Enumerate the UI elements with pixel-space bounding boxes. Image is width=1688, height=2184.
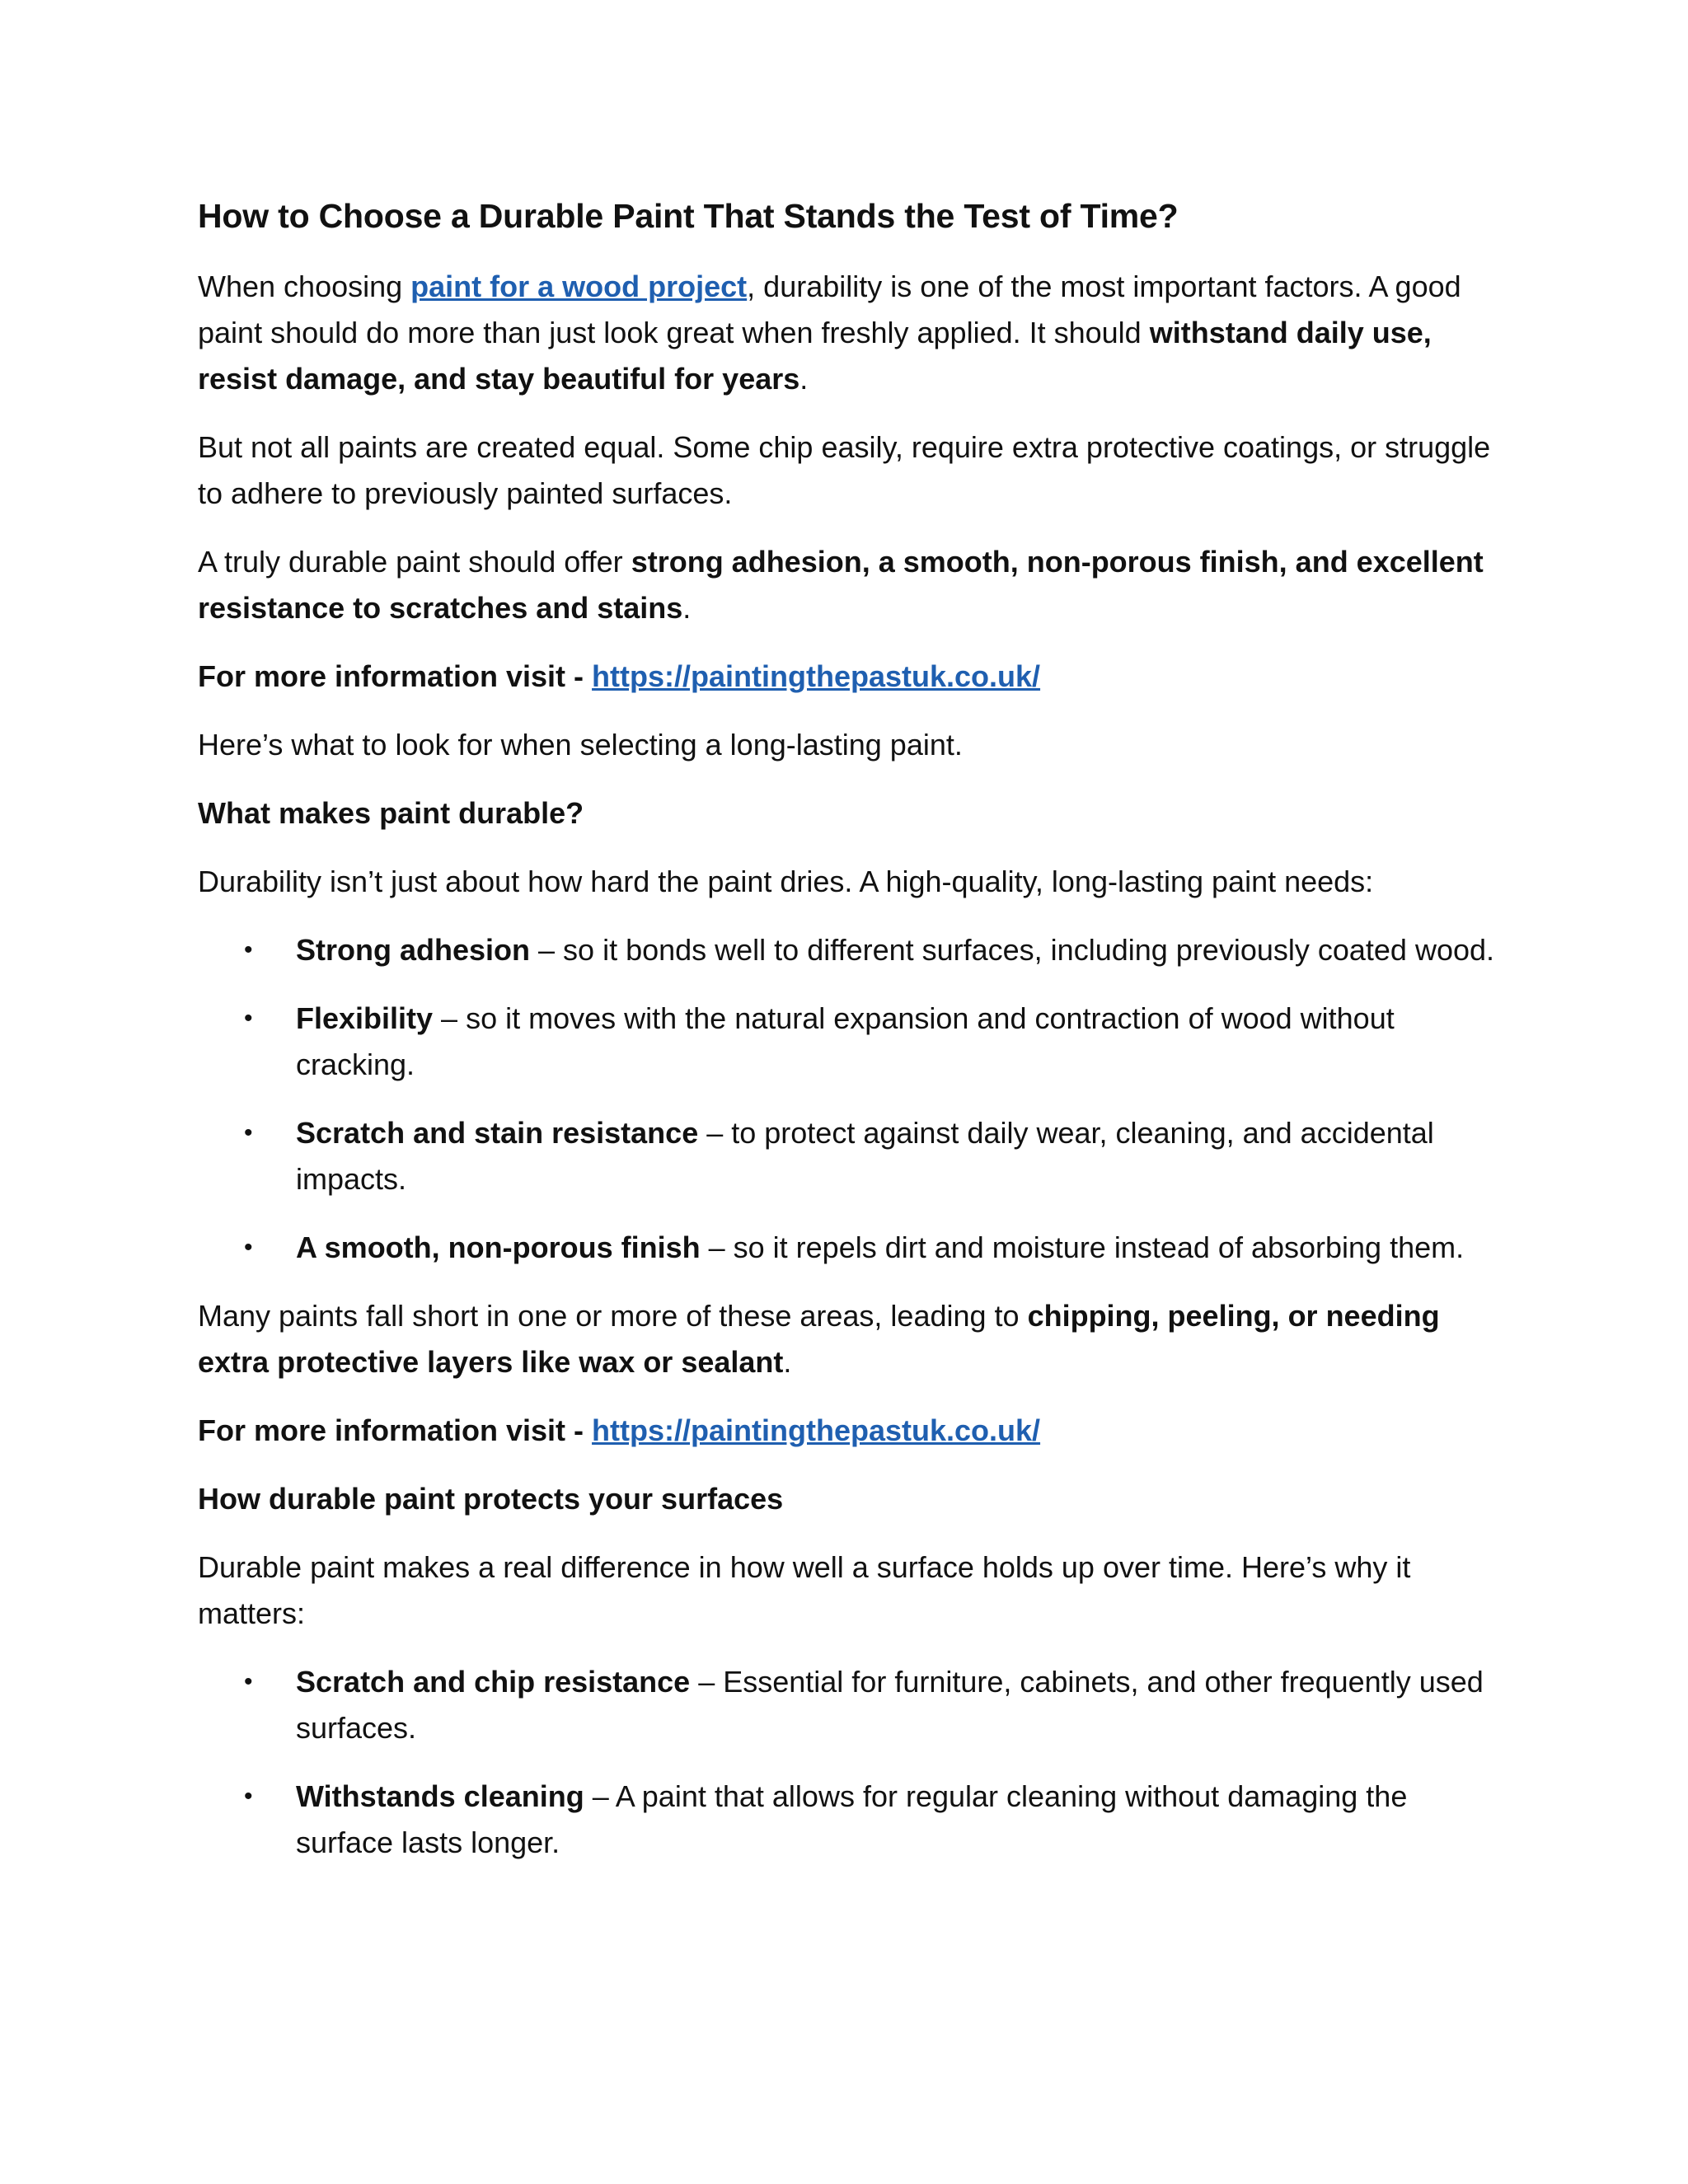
bullet-icon: •: [244, 1783, 253, 1811]
intro-paragraph-1: [198, 264, 1496, 402]
bullet-icon: •: [244, 1005, 253, 1033]
more-info-line-1: [198, 654, 1496, 700]
intro-text: .: [799, 362, 809, 396]
section-heading-protects: How durable paint protects your surfaces: [198, 1482, 784, 1516]
page-title: How to Choose a Durable Paint That Stands the Test of Time?: [198, 197, 1179, 235]
section2-intro: Durable paint makes a real difference in how well a surface holds up over time. Here’s why it matters:: [198, 1550, 1411, 1631]
protection-list: [198, 1659, 1496, 1866]
more-info-label: For more information visit -: [198, 1413, 593, 1448]
list-item: [198, 1774, 1496, 1866]
website-link-1[interactable]: https://paintingthepastuk.co.uk/: [592, 659, 1041, 694]
list-item: [198, 1110, 1496, 1202]
list-item-bold: Withstands cleaning: [296, 1779, 584, 1814]
list-item-bold: Strong adhesion: [296, 933, 531, 968]
intro-bold-text: withstand daily use, resist damage, and stay beautiful for years: [198, 316, 1432, 396]
intro-paragraph-2: But not all paints are created equal. Some chip easily, require extra protective coatings, or struggle to adhere to previously painted surfaces.: [198, 430, 1491, 511]
list-item-bold: A smooth, non-porous finish: [296, 1230, 701, 1265]
intro-text: A truly durable paint should offer: [198, 545, 631, 579]
list-item-text: – so it moves with the natural expansion and contraction of wood without cracking.: [296, 1001, 1395, 1082]
more-info-line-2: [198, 1408, 1496, 1454]
bullet-icon: •: [244, 1668, 253, 1696]
lead-in-paragraph: Here’s what to look for when selecting a long-lasting paint.: [198, 728, 963, 762]
intro-paragraph-3: [198, 539, 1496, 631]
bullet-icon: •: [244, 936, 253, 964]
outro-text: .: [783, 1345, 792, 1380]
more-info-label: For more information visit -: [198, 659, 593, 694]
section1-intro: Durability isn’t just about how hard the paint dries. A high-quality, long-lasting paint needs:: [198, 865, 1374, 899]
website-link-2[interactable]: https://paintingthepastuk.co.uk/: [592, 1413, 1041, 1448]
wood-project-link[interactable]: paint for a wood project: [410, 269, 748, 304]
list-item-text: – so it bonds well to different surfaces, including previously coated wood.: [530, 933, 1495, 968]
list-item-text: – Essential for furniture, cabinets, and other frequently used surfaces.: [296, 1665, 1484, 1746]
durability-list: [198, 927, 1496, 1271]
list-item: [198, 996, 1496, 1088]
outro-text: Many paints fall short in one or more of these areas, leading to: [198, 1299, 1028, 1333]
outro-bold-text: chipping, peeling, or needing extra protective layers like wax or sealant: [198, 1299, 1440, 1380]
section-heading-durable: What makes paint durable?: [198, 796, 584, 831]
intro-text: , durability is one of the most important factors. A good paint should do more than just look great when freshly applied. It should: [198, 269, 1461, 350]
list-item-bold: Scratch and chip resistance: [296, 1665, 691, 1699]
bullet-icon: •: [244, 1119, 253, 1147]
list-item: [198, 1659, 1496, 1751]
intro-text: .: [682, 591, 692, 626]
list-item: [198, 927, 1496, 973]
list-item-bold: Scratch and stain resistance: [296, 1116, 699, 1151]
list-item: [198, 1225, 1496, 1271]
list-item-text: – A paint that allows for regular cleaning without damaging the surface lasts longer.: [296, 1779, 1408, 1860]
list-item-bold: Flexibility: [296, 1001, 434, 1036]
list-item-text: – so it repels dirt and moisture instead of absorbing them.: [700, 1230, 1465, 1265]
intro-bold-text: strong adhesion, a smooth, non-porous finish, and excellent resistance to scratches and stains: [198, 545, 1484, 626]
section1-outro: [198, 1293, 1496, 1385]
document-page: [198, 194, 1496, 1888]
bullet-icon: •: [244, 1234, 253, 1262]
intro-text: When choosing: [198, 269, 411, 304]
list-item-text: – to protect against daily wear, cleaning, and accidental impacts.: [296, 1116, 1434, 1197]
